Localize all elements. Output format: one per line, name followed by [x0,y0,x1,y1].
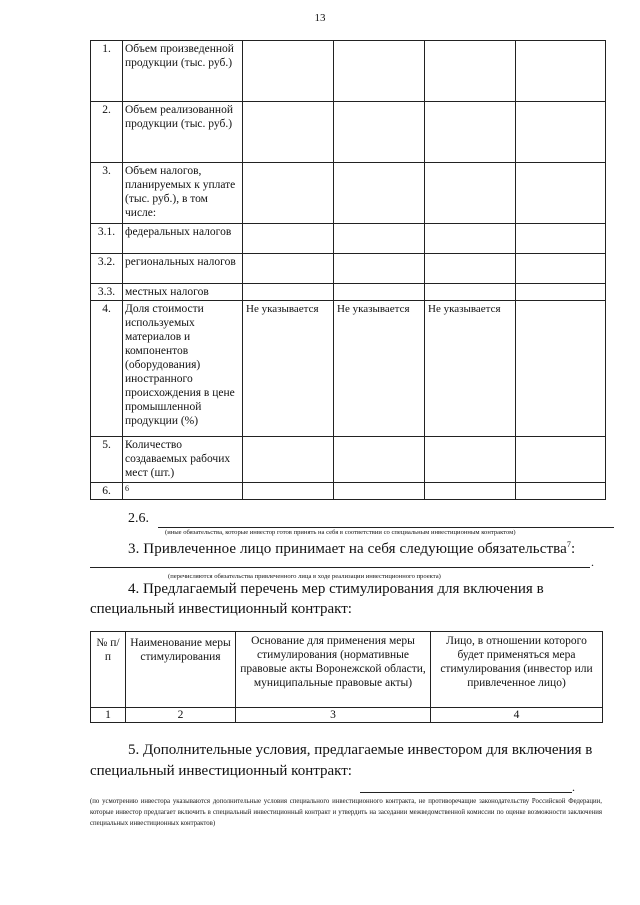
table-row [91,41,606,102]
row-label: Объем реализованной продукции (тыс. руб.) [123,102,243,163]
table-cell [425,254,516,284]
table-cell [516,41,606,102]
column-number: 2 [126,708,236,723]
fill-line [360,792,572,793]
table-cell [425,224,516,254]
column-number: 1 [91,708,126,723]
table-cell [334,102,425,163]
table-cell [516,437,606,483]
row-number: 3.2. [91,254,123,284]
table-cell [334,284,425,301]
row-number: 3.1. [91,224,123,254]
row-label: местных налогов [123,284,243,301]
table-cell [516,483,606,500]
table-cell [516,102,606,163]
table-cell [516,284,606,301]
section-5-note: (по усмотрению инвестора указываются дополнительные условия специального инвестиционного контракта, не противоречащие законодательству Российской Федерации, которые инвестор предлагает включить в специальный инвестиционный контракт и утвердить на заседании межведомственной комиссии по оценке возможности заключения специальных инвестиционных контрактов) [90,798,602,827]
caption-2-6: (иные обязательства, которые инвестор готов принять на себя в соответствии со специальным инвестиционным контрактом) [165,529,516,536]
section-4-line1: 4. Предлагаемый перечень мер стимулирования для включения в [128,581,544,597]
column-number: 4 [431,708,603,723]
table-cell [425,437,516,483]
table-cell [425,483,516,500]
row-number: 4. [91,301,123,437]
table-cell [516,301,606,437]
line-end-dot: . [591,555,594,569]
row-label: Объем произведенной продукции (тыс. руб.) [123,41,243,102]
table-cell [425,41,516,102]
section-3-text: 3. Привлеченное лицо принимает на себя следующие обязательства [128,541,567,557]
row-number: 5. [91,437,123,483]
column-header: Лицо, в отношении которого будет применяться мера стимулирования (инвестор или привлеченное лицо) [431,632,603,708]
table-row [91,102,606,163]
indicators-table [90,40,606,500]
fill-line [90,567,590,568]
row-number: 3.3. [91,284,123,301]
table-cell [243,41,334,102]
table-cell [334,437,425,483]
table-row [91,483,606,500]
row-label: Доля стоимости используемых материалов и компонентов (оборудования) иностранного происхождения в цене промышленной продукции (%) [123,301,243,437]
section-number: 2.6. [128,511,149,526]
page-number: 13 [314,12,326,24]
row-label: 6 [123,483,243,500]
section-2-6 [128,511,149,527]
table-cell [334,163,425,224]
table-cell [243,102,334,163]
table-cell [516,254,606,284]
row-number: 3. [91,163,123,224]
table-row [91,284,606,301]
table-cell [516,163,606,224]
section-5-line1: 5. Дополнительные условия, предлагаемые инвестором для включения в [128,742,593,758]
table-cell [334,41,425,102]
table-cell [425,163,516,224]
table-cell [243,284,334,301]
table-row [91,301,606,437]
table-cell [243,163,334,224]
section-4-line2: специальный инвестиционный контракт: [90,601,352,617]
row-number: 6. [91,483,123,500]
caption-3: (перечисляются обязательства привлеченного лица в ходе реализации инвестиционного проекта) [168,573,441,580]
row-label: федеральных налогов [123,224,243,254]
table-cell: Не указывается [334,301,425,437]
table-cell [243,483,334,500]
table-cell [425,284,516,301]
table-cell [516,224,606,254]
row-label: региональных налогов [123,254,243,284]
section-5-line2: специальный инвестиционный контракт: [90,763,352,779]
column-number: 3 [236,708,431,723]
table-row [91,224,606,254]
row-label: Количество создаваемых рабочих мест (шт.) [123,437,243,483]
column-header: Наименование меры стимулирования [126,632,236,708]
table-cell [243,224,334,254]
row-label: Объем налогов, планируемых к уплате (тыс. руб.), в том числе: [123,163,243,224]
table-cell [334,254,425,284]
footnote-ref: 7 [566,540,571,549]
column-header: Основание для применения меры стимулирования (нормативные правовые акты Воронежской области, муниципальные правовые акты) [236,632,431,708]
fill-line [158,527,614,528]
table-row [91,163,606,224]
table-row [91,254,606,284]
line-end-dot: . [572,780,575,794]
table-cell [334,483,425,500]
table-cell [243,254,334,284]
table-row [91,708,603,723]
table-cell [243,437,334,483]
row-number: 2. [91,102,123,163]
table-header-row [91,632,603,708]
row-number: 1. [91,41,123,102]
table-cell: Не указывается [425,301,516,437]
table-cell: Не указывается [243,301,334,437]
table-cell [425,102,516,163]
colon: : [571,541,576,557]
measures-table [90,631,603,723]
section-3-heading [128,540,575,558]
table-row [91,437,606,483]
column-header: № п/п [91,632,126,708]
table-cell [334,224,425,254]
